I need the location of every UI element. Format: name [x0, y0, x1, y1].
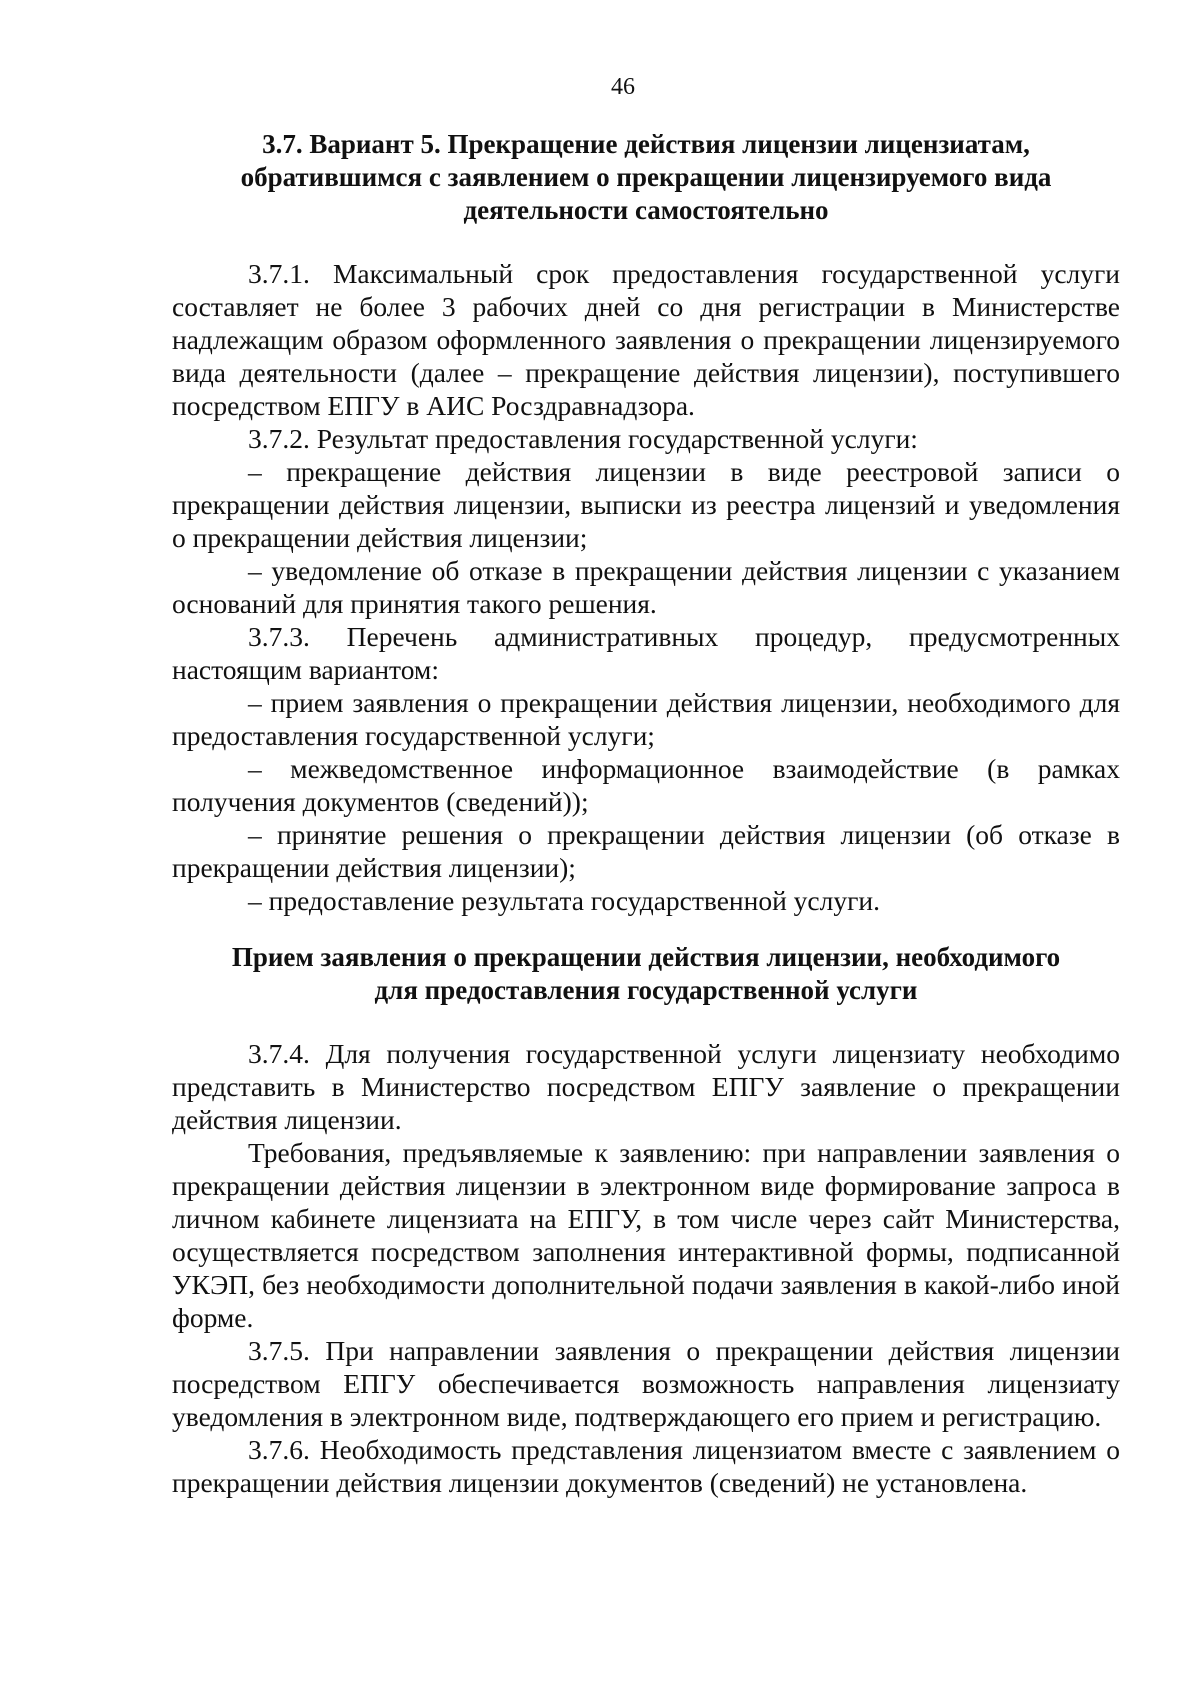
section-heading-line: 3.7. Вариант 5. Прекращение действия лицензии лицензиатам,: [262, 129, 1030, 159]
list-item-procedure: – принятие решения о прекращении действия лицензии (об отказе в прекращении действия лицензии);: [172, 819, 1120, 883]
paragraph-3-7-4: 3.7.4. Для получения государственной услуги лицензиату необходимо представить в Министерство посредством ЕПГУ заявление о прекращении действия лицензии.: [172, 1038, 1120, 1135]
list-item-result: – уведомление об отказе в прекращении действия лицензии с указанием оснований для принятия такого решения.: [172, 555, 1120, 619]
list-item-procedure: – предоставление результата государственной услуги.: [248, 885, 880, 916]
section-heading-line: деятельности самостоятельно: [463, 195, 829, 225]
section-heading: [172, 128, 1120, 227]
paragraph-3-7-5: 3.7.5. При направлении заявления о прекращении действия лицензии посредством ЕПГУ обеспечивается возможность направления лицензиату уведомления в электронном виде, подтверждающего его прием и регистрацию.: [172, 1335, 1120, 1432]
subsection-heading-line: Прием заявления о прекращении действия лицензии, необходимого: [231, 942, 1061, 972]
subsection-heading: [172, 941, 1120, 1007]
paragraph-3-7-1: 3.7.1. Максимальный срок предоставления государственной услуги составляет не более 3 рабочих дней со дня регистрации в Министерстве надлежащим образом оформленного заявления о прекращении лицензируемого вида деятельности (далее – прекращение действия лицензии), поступившего посредством ЕПГУ в АИС Росздравнадзора.: [172, 258, 1120, 421]
list-item-result: – прекращение действия лицензии в виде реестровой записи о прекращении действия лицензии, выписки из реестра лицензий и уведомления о прекращении действия лицензии;: [172, 456, 1120, 553]
document-body: [172, 128, 1120, 1499]
paragraph-requirements: Требования, предъявляемые к заявлению: при направлении заявления о прекращении действия лицензии в электронном виде формирование запроса в личном кабинете лицензиата на ЕПГУ, в том числе через сайт Министерства, осуществляется посредством заполнения интерактивной формы, подписанной УКЭП, без необходимости дополнительной подачи заявления в какой-либо иной форме.: [172, 1137, 1120, 1333]
subsection-heading-line: для предоставления государственной услуги: [374, 975, 918, 1005]
section-heading-line: обратившимся с заявлением о прекращении лицензируемого вида: [240, 162, 1052, 192]
list-item-procedure: – прием заявления о прекращении действия лицензии, необходимого для предоставления государственной услуги;: [172, 687, 1120, 751]
paragraph-3-7-6: 3.7.6. Необходимость представления лицензиатом вместе с заявлением о прекращении действия лицензии документов (сведений) не установлена.: [172, 1434, 1120, 1498]
list-item-procedure: – межведомственное информационное взаимодействие (в рамках получения документов (сведений));: [172, 753, 1120, 817]
page-number: 46: [611, 74, 635, 100]
paragraph-3-7-2: 3.7.2. Результат предоставления государственной услуги:: [248, 423, 918, 454]
paragraph-3-7-3: 3.7.3. Перечень административных процедур, предусмотренных настоящим вариантом:: [172, 621, 1120, 685]
